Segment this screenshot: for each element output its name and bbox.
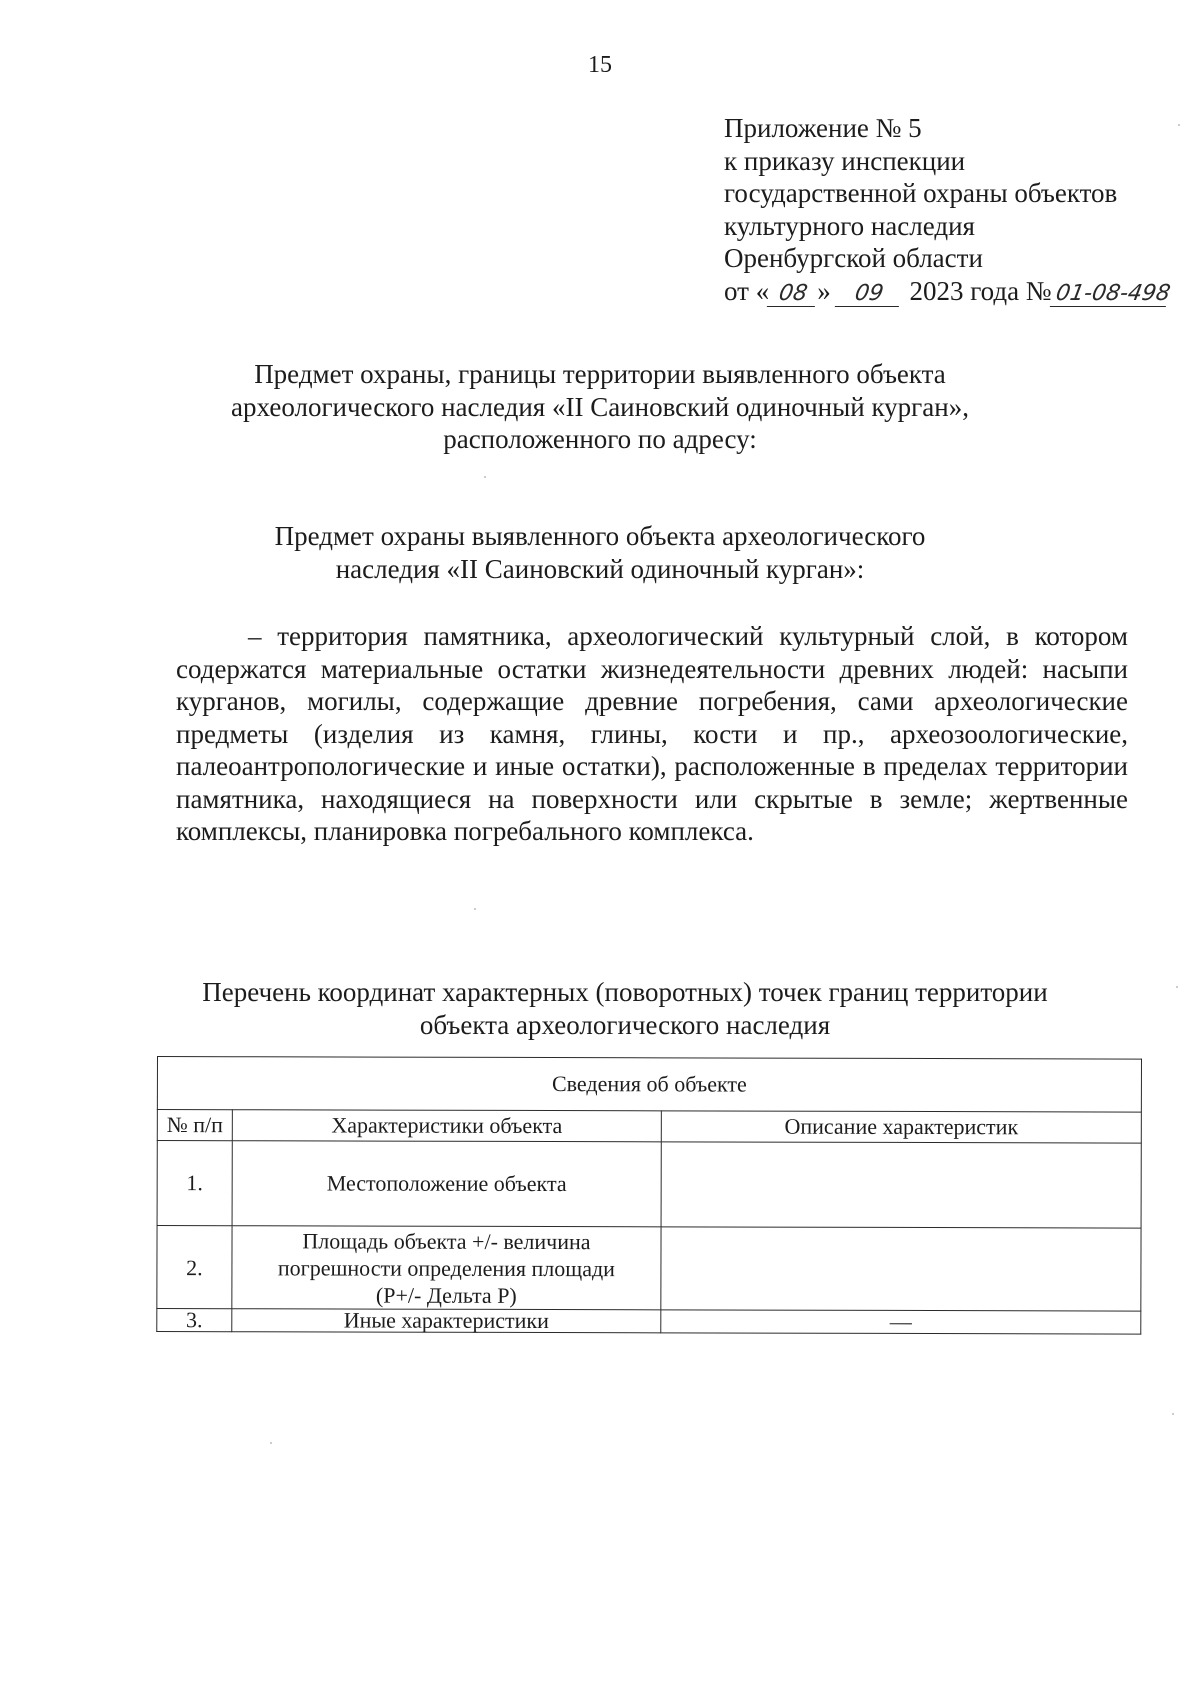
object-info-table xyxy=(156,1056,1142,1335)
subject-heading xyxy=(0,520,1200,585)
row-number: 1. xyxy=(157,1141,232,1226)
row-number: 3. xyxy=(157,1309,232,1332)
date-prefix: от « xyxy=(724,275,770,306)
appendix-date-line xyxy=(724,275,1172,308)
row-description xyxy=(661,1227,1141,1311)
body-paragraph: – территория памятника, археологический культурный слой, в котором содержатся материальные остатки жизнедеятельности древних людей: насыпи курганов, могилы, содержащие древние погребения, сами археологические предметы (изделия из камня, глины, кости и пр., археозоологические, палеоантропологические и иные остатки), расположенные в пределах территории памятника, находящиеся на поверхности или скрытые в земле; жертвенные комплексы, планировка погребального комплекса. xyxy=(176,621,1128,846)
scan-speck xyxy=(270,1442,272,1444)
row-description: — xyxy=(661,1310,1141,1334)
handwritten-order-number: 01-08-498 xyxy=(1049,282,1169,307)
title-line-2: археологического наследия «II Саиновский одиночный курган», xyxy=(231,391,969,422)
row-characteristic xyxy=(232,1226,661,1310)
table-header: Сведения об объекте xyxy=(157,1057,1141,1113)
subject-line-1: Предмет охраны выявленного объекта археологического xyxy=(274,521,926,551)
column-header-number: № п/п xyxy=(157,1110,232,1141)
table-row xyxy=(157,1141,1141,1229)
characteristic-line: погрешности определения площади xyxy=(277,1254,615,1281)
handwritten-day: 08 xyxy=(767,282,819,307)
appendix-line-2: к приказу инспекции xyxy=(724,145,966,176)
appendix-line-1: Приложение № 5 xyxy=(724,113,922,143)
coords-line-2: объекта археологического наследия xyxy=(419,1009,831,1040)
table-row xyxy=(157,1226,1141,1312)
row-characteristic: Иные характеристики xyxy=(232,1309,661,1333)
appendix-line-4: культурного наследия xyxy=(724,210,975,241)
subject-line-2: наследия «II Саиновский одиночный курган»: xyxy=(335,553,865,584)
characteristic-line: Площадь объекта +/- величина xyxy=(302,1227,591,1254)
scan-speck xyxy=(1172,1413,1174,1415)
table-row xyxy=(157,1309,1141,1335)
coordinates-heading xyxy=(0,976,1200,1041)
appendix-line-3: государственной охраны объектов xyxy=(724,178,1118,208)
date-year-text: 2023 года № xyxy=(909,275,1052,306)
coords-line-1: Перечень координат характерных (поворотных) точек границ территории xyxy=(202,977,1048,1007)
scan-speck xyxy=(474,908,476,910)
title-line-3: расположенного по адресу: xyxy=(443,424,757,454)
appendix-line-5: Оренбургской области xyxy=(724,243,983,273)
date-mid: » xyxy=(817,275,831,306)
handwritten-month: 09 xyxy=(835,282,903,307)
row-characteristic: Местоположение объекта xyxy=(232,1141,661,1227)
column-header-characteristics: Характеристики объекта xyxy=(232,1110,661,1142)
scan-speck xyxy=(1178,124,1180,126)
page-number: 15 xyxy=(588,52,612,78)
characteristic-line: (P+/- Дельта P) xyxy=(375,1282,517,1308)
scan-speck xyxy=(1176,986,1178,988)
row-description xyxy=(661,1142,1141,1228)
row-number: 2. xyxy=(157,1226,232,1309)
appendix-block xyxy=(724,112,1172,307)
title-line-1: Предмет охраны, границы территории выявленного объекта xyxy=(254,359,946,389)
scan-speck xyxy=(484,476,486,478)
document-title xyxy=(0,358,1200,456)
column-header-description: Описание характеристик xyxy=(661,1111,1141,1143)
